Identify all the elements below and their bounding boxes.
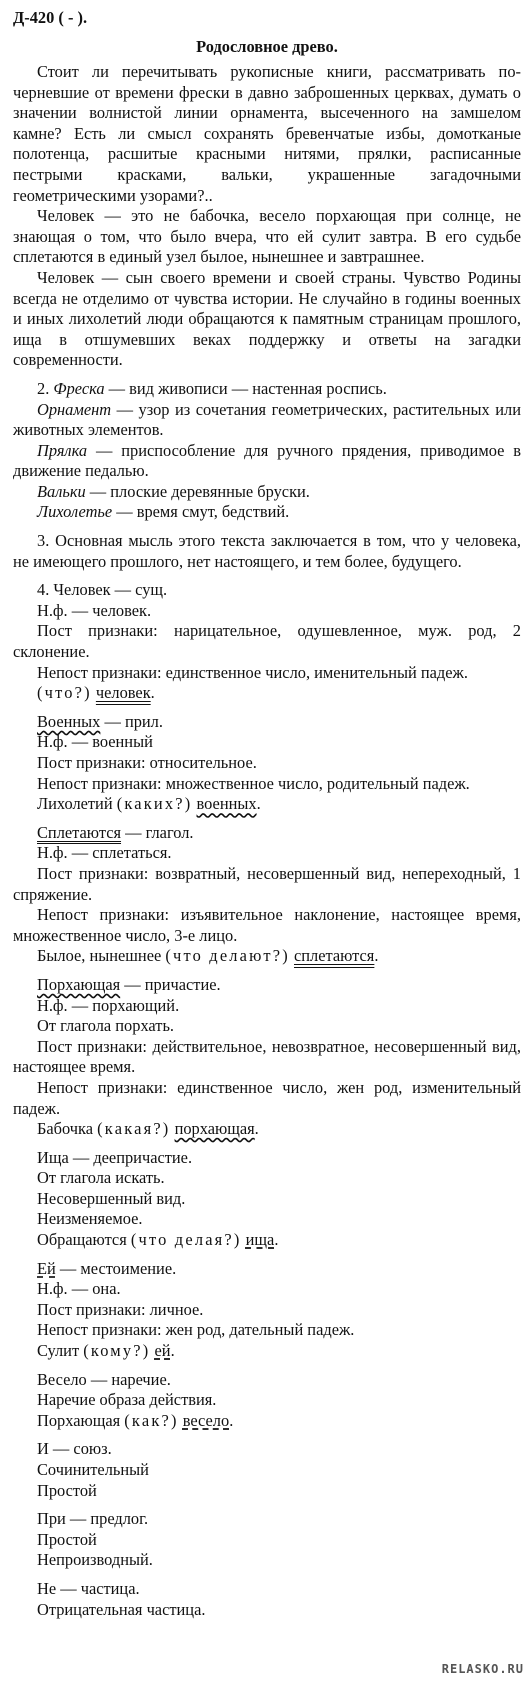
glossary-liholetie: Лихолетье — время смут, бедствий. [37,502,290,522]
analysis-ne: Не — частица. Отрицательная частица. [37,1578,206,1619]
watermark: RELASKO.RU [441,1662,524,1677]
intro-paragraph: Стоит ли перечитывать рукописные книги, рассматривать почерневшие от времени фрески в давно заброшенных церквах, думать о значении волнистой линии орнамента, высеченного на замшелом камне? Есть ли смысл сохранять бревенчатые избы, домотканые полотенца, расшитые красными нитями, прялки, расписанные пестрыми красками, вальки, украшенные загадочными геометрическими узорами?.. [13,62,521,205]
analysis-voennyh: Военных — прил. Н.ф. — военный Пост признаки: относительное. Непост признаки: множественное число, родительный падеж. Лихолетий (каких?) военных. [37,711,470,814]
analysis-porhayushchaya: Порхающая — причастие. Н.ф. — порхающий. От глагола порхать. Пост признаки: действительное, невозвратное, несовершенный вид, настоящее время. Непост признаки: единственное число, жен род, изменительный падеж. Бабочка (какая?) порхающая. [13,974,521,1139]
document-page [13,4,521,1620]
analysis-i: И — союз. Сочинительный Простой [37,1439,149,1500]
glossary-freska: 2. Фреска — вид живописи — настенная роспись. [37,378,387,398]
intro-paragraph: Человек — сын своего времени и своей страны. Чувство Родины всегда не отделимо от чувства истории. Не случайно в годины военных и иных лихолетий люди обращаются к памятным страницам прошлого, ища в отшумевших веках поддержку и ответы на загадки современности. [13,267,521,370]
exercise-number: Д-420 ( - ). [13,8,88,27]
glossary-ornament: Орнамент — узор из сочетания геометрических, растительных или животных элементов. [13,399,521,440]
main-idea: 3. Основная мысль этого текста заключается в том, что у человека, не имеющего прошлого, нет настоящего, и тем более, будущего. [13,531,521,571]
analysis-spletayutsya: Сплетаются — глагол. Н.ф. — сплетаться. Пост признаки: возвратный, несовершенный вид, непереходный, 1 спряжение. Непост признаки: изъявительное наклонение, настоящее время, множественное число, 3-е лицо. Былое, нынешнее (что делают?) сплетаются. [13,822,521,966]
analysis-chelovek: 4. Человек — сущ. Н.ф. — человек. Пост признаки: нарицательное, одушевленное, муж. род, 2 склонение. Непост признаки: единственное число, именительный падеж. (что?) человек. [13,580,521,703]
intro-paragraph: Человек — это не бабочка, весело порхающая при солнце, не знающая о том, что было вчера, что ей сулит завтра. В его судьбе сплетаются в единый узел былое, нынешнее и завтрашнее. [13,206,521,267]
analysis-ishcha: Ища — деепричастие. От глагола искать. Несовершенный вид. Неизменяемое. Обращаются (что делая?) ища. [37,1147,279,1250]
analysis-veselo: Весело — наречие. Наречие образа действия. Порхающая (как?) весело. [37,1369,234,1430]
glossary-pryalka: Прялка — приспособление для ручного прядения, приводимое в движение педалью. [13,440,521,481]
analysis-ey: Ей — местоимение. Н.ф. — она. Пост признаки: личное. Непост признаки: жен род, дательный падеж. Сулит (кому?) ей. [37,1258,355,1361]
analysis-pri: При — предлог. Простой Непроизводный. [37,1509,153,1570]
text-title: Родословное древо. [196,37,338,56]
glossary-valki: Вальки — плоские деревянные бруски. [37,481,310,501]
